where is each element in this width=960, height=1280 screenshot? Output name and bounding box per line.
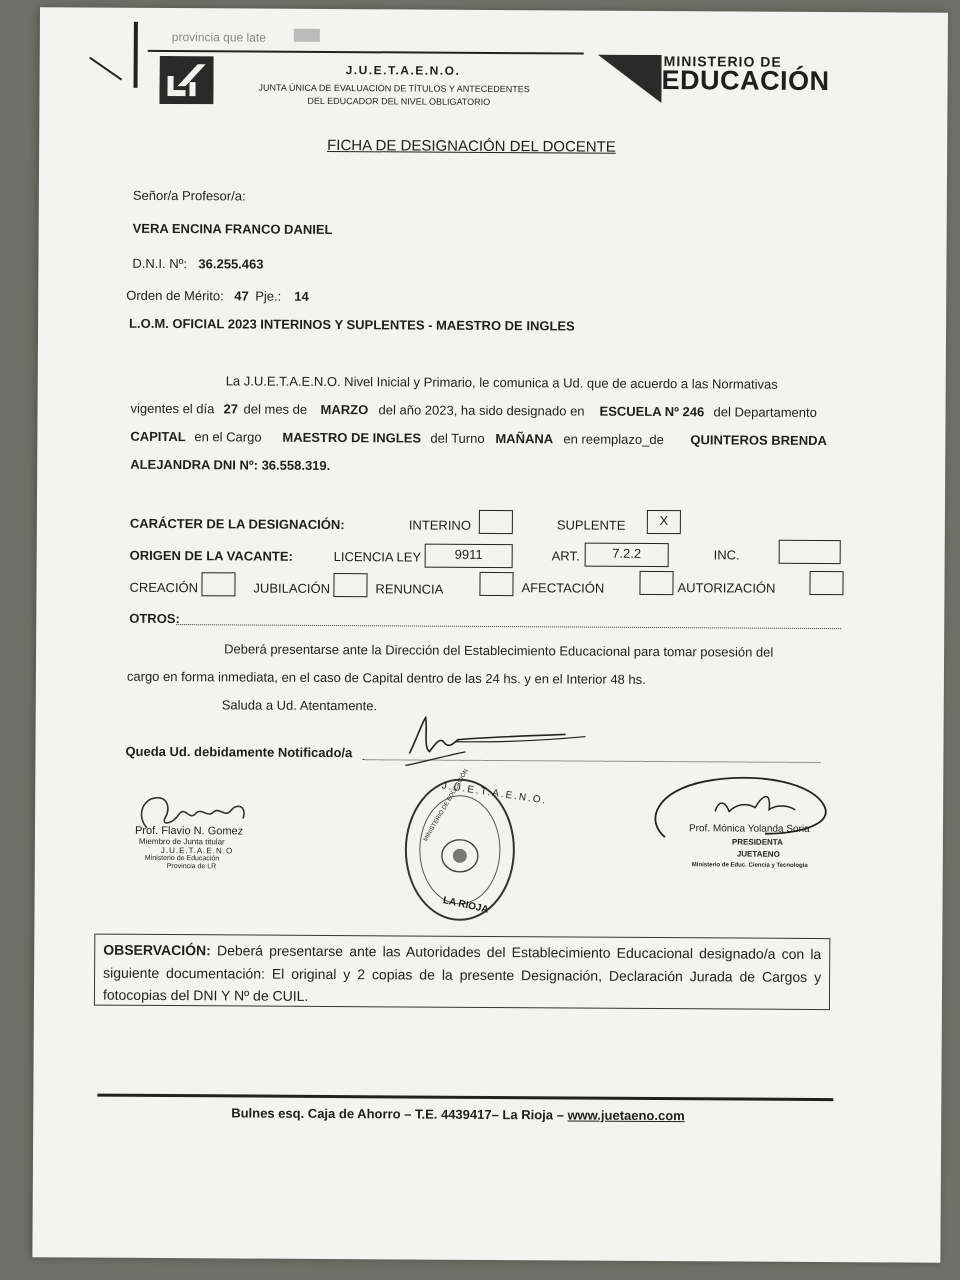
juetaeno-logo	[159, 56, 213, 104]
art-field[interactable]: 7.2.2	[585, 543, 669, 568]
dni-label: D.N.I. Nº:	[132, 255, 188, 272]
footer-website-link[interactable]: www.juetaeno.com	[567, 1107, 685, 1124]
pen-mark	[88, 56, 128, 82]
observation-label: OBSERVACIÓN:	[103, 941, 211, 959]
body-line-2c: del año 2023, ha sido designado en	[378, 402, 585, 419]
page-title: FICHA DE DESIGNACIÓN DEL DOCENTE	[327, 136, 616, 156]
creacion-label: CREACIÓN	[129, 579, 199, 596]
autorizacion-checkbox[interactable]	[809, 571, 843, 595]
footer-address	[231, 1105, 685, 1123]
teacher-signature	[395, 711, 605, 772]
suplente-checkbox[interactable]: X	[647, 510, 681, 534]
left-signer-role-3: Ministerio de Educación	[144, 854, 220, 863]
province-tag-mark	[294, 29, 320, 42]
licencia-label: LICENCIA LEY	[333, 549, 422, 565]
licencia-field[interactable]: 9911	[425, 544, 513, 569]
teacher-name: VERA ENCINA FRANCO DANIEL	[132, 220, 333, 238]
renuncia-label: RENUNCIA	[375, 581, 444, 597]
merit-label: Orden de Mérito:	[126, 287, 224, 304]
origen-label: ORIGEN DE LA VACANTE:	[129, 547, 293, 564]
inc-label: INC.	[713, 547, 740, 563]
ministry-line-2: EDUCACIÓN	[661, 65, 830, 97]
observation-text: Deberá presentarse ante las Autoridades del Establecimiento Educacional designado/a con la siguiente documentación: El original y 2 copias de la presente Designación, Declaración Jurada de Cargos y fotocopias del DNI Y Nº de CUIL.	[102, 942, 822, 1004]
document-page	[32, 7, 948, 1263]
ministry-line-1: MINISTERIO DE	[663, 53, 782, 70]
body-turno: MAÑANA	[495, 431, 554, 447]
stamp-bottom-text: LA RIOJA	[441, 895, 490, 916]
body-reemplazo: QUINTEROS BRENDA	[690, 432, 827, 449]
stamp-inner-text: MINISTERIO DE EDUCACIÓN	[422, 768, 470, 843]
body-line-3a: en el Cargo	[194, 429, 262, 445]
body-school: ESCUELA Nº 246	[599, 403, 705, 420]
jubilacion-label: JUBILACIÓN	[253, 580, 331, 597]
instructions-line-1: Deberá presentarse ante la Dirección del Establecimiento Educacional para tomar posesión del	[224, 641, 774, 660]
body-day: 27	[223, 401, 239, 417]
footer-rule	[97, 1094, 833, 1101]
otros-line[interactable]	[176, 624, 841, 629]
body-line-2a: vigentes el día	[130, 400, 215, 417]
body-line-2b: del mes de	[243, 401, 308, 417]
right-signer-role-2: JUETAENO	[736, 849, 780, 859]
footer-address-text: Bulnes esq. Caja de Ahorro – T.E. 4439417– La Rioja –	[231, 1105, 568, 1123]
suplente-label: SUPLENTE	[556, 517, 626, 533]
org-subtitle-1: JUNTA ÚNICA DE EVALUACIÓN DE TÍTULOS Y ANTECEDENTES	[258, 82, 530, 95]
org-subtitle-2: DEL EDUCADOR DEL NIVEL OBLIGATORIO	[307, 95, 491, 107]
body-cargo: MAESTRO DE INGLES	[282, 429, 422, 446]
left-signer-role-2: J.U.E.T.A.E.N.O	[160, 845, 234, 856]
body-line-4: ALEJANDRA DNI Nº: 36.558.319.	[130, 456, 331, 474]
interino-checkbox[interactable]	[479, 510, 513, 534]
caracter-label: CARÁCTER DE LA DESIGNACIÓN:	[129, 515, 345, 533]
body-line-2d: del Departamento	[713, 404, 817, 420]
left-signer-role-1: Miembro de Junta titular	[138, 836, 225, 847]
instructions-line-2: cargo en forma inmediata, en el caso de Capital dentro de las 24 hs. y en el Interior 48 hs.	[126, 668, 646, 687]
merit-value: 47	[234, 288, 249, 304]
org-name: J.U.E.T.A.E.N.O.	[345, 63, 461, 78]
right-signer-role-3: Ministerio de Educ. Ciencia y Tecnología	[691, 862, 808, 869]
left-signer-name: Prof. Flavio N. Gomez	[134, 824, 244, 838]
creacion-checkbox[interactable]	[201, 572, 235, 596]
body-line-3b: del Turno	[430, 430, 485, 446]
body-line-3c: en reemplazo_de	[563, 431, 664, 448]
left-signer-role-4: Provincia de LR	[166, 863, 217, 871]
notified-label: Queda Ud. debidamente Notificado/a	[125, 743, 353, 761]
right-signer-role-1: PRESIDENTA	[731, 837, 783, 847]
pje-value: 14	[294, 288, 309, 304]
observation-box	[94, 934, 830, 1010]
lom-line: L.O.M. OFICIAL 2023 INTERINOS Y SUPLENTES - MAESTRO DE INGLES	[129, 315, 575, 334]
autorizacion-label: AUTORIZACIÓN	[677, 580, 776, 596]
pje-label: Pje.:	[255, 288, 282, 304]
body-month: MARZO	[320, 401, 369, 418]
salutation: Señor/a Profesor/a:	[132, 187, 246, 204]
province-tag: provincia que late	[171, 30, 266, 45]
ministry-emblem	[597, 55, 661, 103]
header-rule-left	[134, 22, 138, 88]
right-signer-name: Prof. Mónica Yolanda Soria	[688, 823, 810, 835]
jubilacion-checkbox[interactable]	[333, 573, 367, 597]
dni-value: 36.255.463	[198, 256, 264, 272]
body-line-1: La J.U.E.T.A.E.N.O. Nivel Inicial y Primario, le comunica a Ud. que de acuerdo a las Normativas	[225, 373, 778, 392]
interino-label: INTERINO	[408, 517, 472, 533]
header-top-rule	[148, 50, 584, 55]
otros-label: OTROS:	[129, 610, 180, 627]
inc-field[interactable]	[779, 540, 841, 564]
greeting: Saluda a Ud. Atentamente.	[221, 697, 378, 714]
art-label: ART.	[551, 548, 580, 564]
body-dept: CAPITAL	[130, 428, 186, 445]
renuncia-checkbox[interactable]	[479, 572, 513, 596]
stamp-ring-text: J.U.E.T.A.E.N.O.	[440, 780, 548, 807]
afectacion-label: AFECTACIÓN	[521, 580, 605, 596]
afectacion-checkbox[interactable]	[639, 571, 673, 595]
